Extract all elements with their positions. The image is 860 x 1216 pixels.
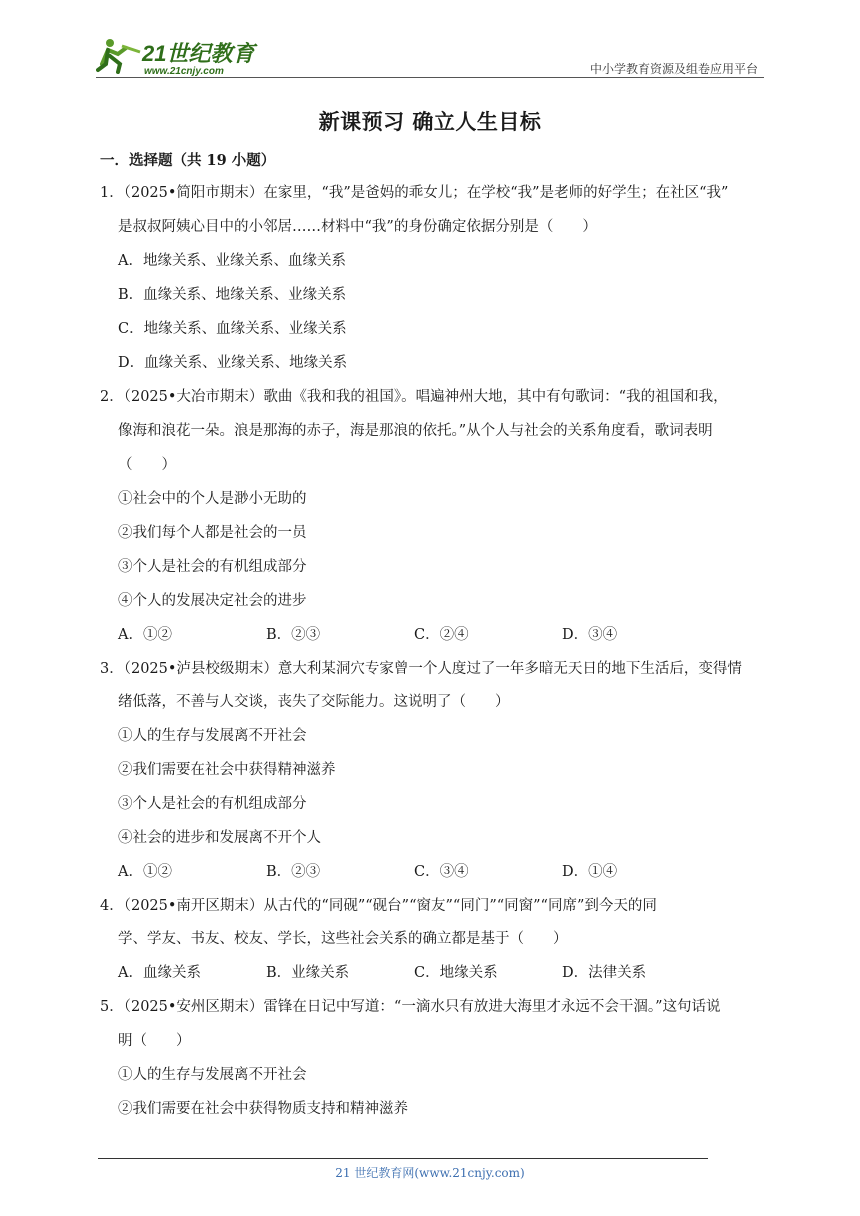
- question-4-option-d: D．法律关系: [562, 965, 647, 981]
- question-3-statement-4: ④社会的进步和发展离不开个人: [118, 830, 321, 846]
- question-3-options: [118, 862, 710, 882]
- question-1-option-d: D．血缘关系、业缘关系、地缘关系: [118, 355, 348, 371]
- question-2-statement-4: ④个人的发展决定社会的进步: [118, 593, 307, 609]
- question-3-line-2: 绪低落，不善与人交谈，丧失了交际能力。这说明了（ ）: [118, 694, 510, 710]
- question-3-option-d: D．①④: [562, 864, 618, 880]
- question-3-line-1: 3．（2025•泸县校级期末）意大利某洞穴专家曾一个人度过了一年多暗无天日的地下生活后，变得情: [100, 661, 742, 677]
- question-2-line-2: 像海和浪花一朵。浪是那海的赤子，海是那浪的依托。”从个人与社会的关系角度看，歌词表明: [118, 423, 713, 439]
- question-2-statement-2: ②我们每个人都是社会的一员: [118, 525, 307, 541]
- question-4-line-1: 4．（2025•南开区期末）从古代的“同砚”“砚台”“窗友”“同门”“同窗”“同席”到今天的同: [100, 898, 657, 914]
- question-5-line-2: 明（ ）: [118, 1033, 191, 1049]
- question-5-statement-1: ①人的生存与发展离不开社会: [118, 1067, 307, 1083]
- question-3-option-b: B．②③: [266, 864, 321, 880]
- question-2-line-1: 2．（2025•大冶市期末）歌曲《我和我的祖国》。唱遍神州大地，其中有句歌词：“我的祖国和我，: [100, 389, 728, 405]
- question-2-line-3: （ ）: [118, 457, 176, 473]
- page-title: 新课预习 确立人生目标: [318, 109, 542, 134]
- question-3-statement-3: ③个人是社会的有机组成部分: [118, 796, 307, 812]
- question-3-statement-1: ①人的生存与发展离不开社会: [118, 728, 307, 744]
- logo-url: www.21cnjy.com: [144, 66, 224, 77]
- question-2-option-a: A．①②: [118, 627, 172, 643]
- footer-divider: [98, 1158, 708, 1159]
- question-2-statement-1: ①社会中的个人是渺小无助的: [118, 491, 307, 507]
- header-divider: [96, 77, 764, 78]
- question-3-option-c: C．③④: [414, 864, 469, 880]
- platform-name: 中小学教育资源及组卷应用平台: [589, 62, 758, 76]
- question-4-line-2: 学、学友、书友、校友、学长，这些社会关系的确立都是基于（ ）: [118, 931, 568, 947]
- question-1-option-a: A．地缘关系、业缘关系、血缘关系: [118, 253, 346, 269]
- logo-21cnjy: [96, 34, 266, 78]
- question-1-line-2: 是叔叔阿姨心目中的小邻居……材料中“我”的身份确定依据分别是（ ）: [118, 219, 597, 235]
- question-2-options: [118, 625, 710, 645]
- question-2-option-b: B．②③: [266, 627, 321, 643]
- question-4-option-a: A．血缘关系: [118, 965, 201, 981]
- question-1-option-b: B．血缘关系、地缘关系、业缘关系: [118, 287, 347, 303]
- question-2-option-d: D．③④: [562, 627, 618, 643]
- logo-text: 21世纪教育: [142, 41, 255, 66]
- question-3-statement-2: ②我们需要在社会中获得精神滋养: [118, 762, 336, 778]
- question-2-statement-3: ③个人是社会的有机组成部分: [118, 559, 307, 575]
- footer-link[interactable]: 21 世纪教育网(www.21cnjy.com): [335, 1166, 525, 1180]
- question-3-option-a: A．①②: [118, 864, 172, 880]
- question-4-option-b: B．业缘关系: [266, 965, 350, 981]
- question-4-options: [118, 963, 710, 983]
- section-heading: 一．选择题（共 19 小题）: [100, 152, 276, 169]
- question-4-option-c: C．地缘关系: [414, 965, 498, 981]
- page-header: [96, 34, 764, 82]
- question-2-option-c: C．②④: [414, 627, 469, 643]
- question-1-line-1: 1．（2025•简阳市期末）在家里，“我”是爸妈的乖女儿；在学校“我”是老师的好学生；在社区“我”: [100, 185, 729, 201]
- question-1-option-c: C．地缘关系、血缘关系、业缘关系: [118, 321, 347, 337]
- question-5-statement-2: ②我们需要在社会中获得物质支持和精神滋养: [118, 1101, 408, 1117]
- question-5-line-1: 5．（2025•安州区期末）雷锋在日记中写道：“一滴水只有放进大海里才永远不会干涸。”这句话说: [100, 999, 721, 1015]
